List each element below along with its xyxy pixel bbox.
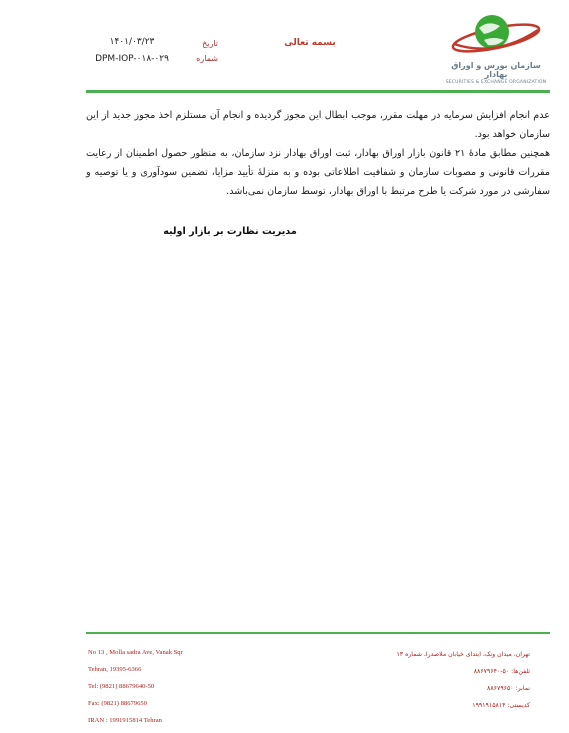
header-divider [86, 90, 550, 93]
org-name-en: SECURITIES & EXCHANGE ORGANIZATION [445, 80, 547, 85]
footer-line: No 13 , Molla sadra Ave, Vanak Sqr [88, 649, 183, 656]
footer-address-en [88, 644, 288, 729]
signature-department: مدیریت نظارت بر بازار اولیه [163, 226, 297, 237]
body-paragraph: همچنین مطابق مادهٔ ۲۱ قانون بازار اوراق بهادار، ثبت اوراق بهادار نزد سازمان، به منظور حصول اطمینان از رعایت مقررات قانونی و مصوبات سازمان و شفافیت اطلاعاتی بوده و به منزلهٔ تأیید مزایا، تضمین سودآوری و یا توصیه و سفارشی در مورد شرکت یا طرح مرتبط با اوراق بهادار، توسط سازمان نمی‌باشد. [86, 148, 550, 197]
meta-values [86, 34, 178, 68]
number-label: شماره [196, 54, 218, 63]
org-name-fa: سازمان بورس و اوراق بهادار [451, 61, 541, 79]
number-value: DPM-IOP-۰۱۸-۰۲۹ [95, 54, 169, 64]
letter-body [86, 106, 550, 201]
footer-line: IRAN : 1991915814 Tehran [88, 717, 162, 724]
footer-line: کدپستی: ۱۹۹۱۹۱۵۸۱۴ [472, 702, 530, 709]
basmala-heading: بسمه تعالی [284, 38, 336, 48]
organization-logo [441, 10, 551, 88]
footer-line: تلفن‌ها: ۵۰-۸۸۶۷۹۶۴۰ [473, 668, 530, 675]
date-value: ۱۴۰۱/۰۳/۲۳ [109, 37, 155, 47]
footer-line: Fax: (9821) 88679650 [88, 700, 147, 707]
footer-divider [86, 632, 550, 634]
footer-line: نمابر: ۸۸۶۷۹۶۵۰ [487, 685, 530, 692]
meta-labels [178, 36, 218, 66]
footer-address-fa [330, 646, 530, 714]
body-paragraph: عدم انجام افزایش سرمایه در مهلت مقرر، موجب ابطال این مجوز گردیده و انجام آن مستلزم اخذ مجوز جدید از این سازمان خواهد بود. [86, 110, 550, 140]
date-label: تاریخ [202, 39, 218, 48]
footer-line: Tel: (9821) 88679640-50 [88, 683, 155, 690]
footer-line: Tehran, 19395-6366 [88, 666, 142, 673]
seo-globe-logo-icon [448, 10, 544, 60]
footer-line: تهران، میدان ونک، ابتدای خیابان ملاصدرا، شماره ۱۳ [396, 651, 530, 658]
